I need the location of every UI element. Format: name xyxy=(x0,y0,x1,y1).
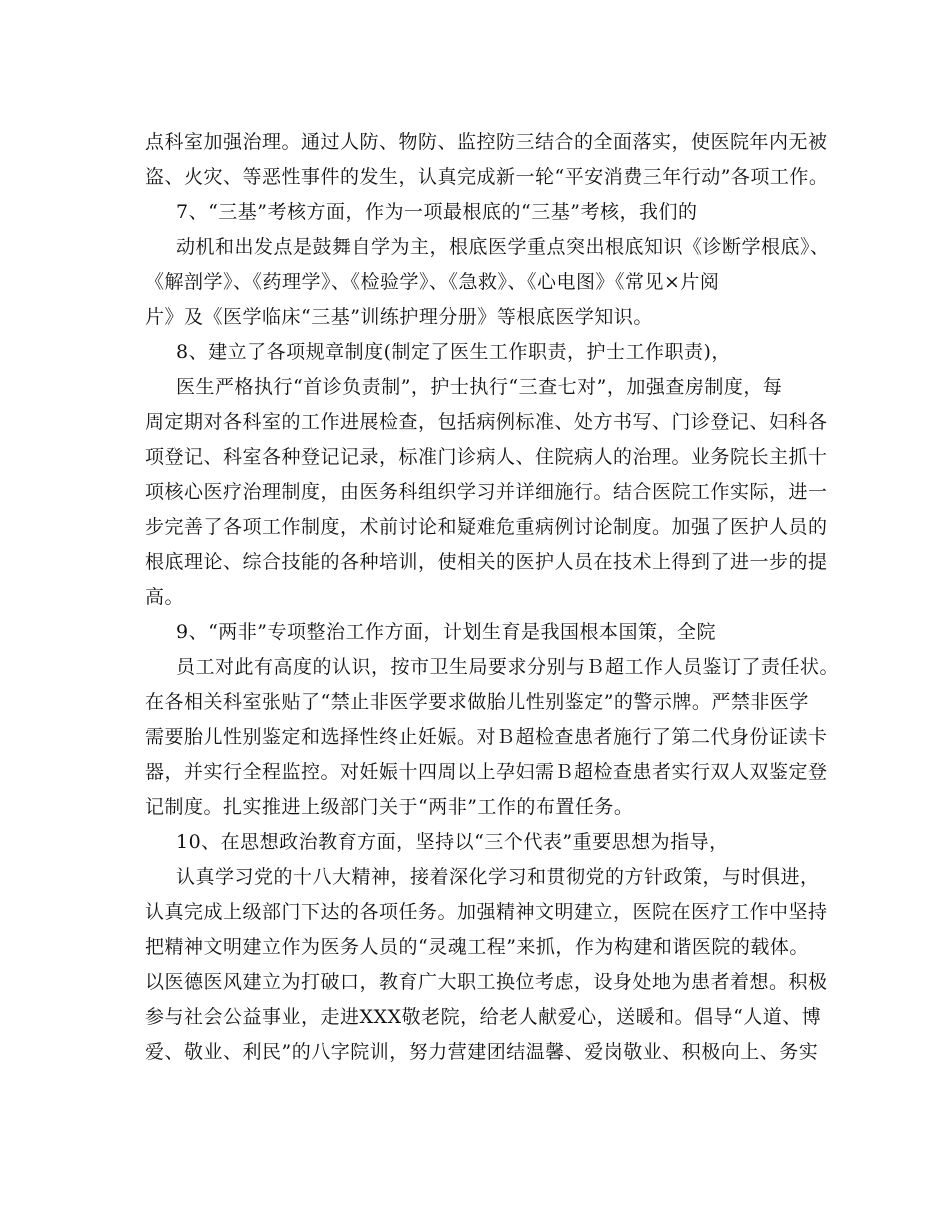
text-line: 片》及《医学临床“三基”训练护理分册》等根底医学知识。 xyxy=(145,306,653,328)
text-line: 认真完成上级部门下达的各项任务。加强精神文明建立，医院在医疗工作中坚持 xyxy=(145,901,828,923)
text-line: 7、“三基”考核方面，作为一项最根底的“三基”考核，我们的 xyxy=(176,201,698,223)
text-line: 参与社会公益事业，走进XXX敬老院，给老人献爱心，送暖和。倡导“人道、博 xyxy=(145,1006,822,1028)
text-line: 高。 xyxy=(145,586,185,608)
text-line: 点科室加强治理。通过人防、物防、监控防三结合的全面落实，使医院年内无被 xyxy=(145,131,828,153)
text-line: 认真学习党的十八大精神，接着深化学习和贯彻党的方针政策，与时俱进， xyxy=(176,866,820,888)
text-line: 周定期对各科室的工作进展检查，包括病例标准、处方书写、门诊登记、妇科各 xyxy=(145,411,828,433)
text-line: 医生严格执行“首诊负责制”，护士执行“三查七对”，加强查房制度，每 xyxy=(176,376,783,398)
text-line: 动机和出发点是鼓舞自学为主，根底医学重点突出根底知识《诊断学根底》、 xyxy=(176,236,830,258)
text-line: 需要胎儿性别鉴定和选择性终止妊娠。对Ｂ超检查患者施行了第二代身份证读卡 xyxy=(145,726,828,748)
text-line: 员工对此有高度的认识，按市卫生局要求分别与Ｂ超工作人员鉴订了责任状。 xyxy=(176,656,840,678)
text-line: 项登记、科室各种登记记录，标准门诊病人、住院病人的治理。业务院长主抓十 xyxy=(145,446,828,468)
text-line: 9、“两非”专项整治工作方面，计划生育是我国根本国策，全院 xyxy=(176,621,717,643)
text-line: 10、在思想政治教育方面，坚持以“三个代表”重要思想为指导， xyxy=(176,831,729,853)
text-line: 在各相关科室张贴了“禁止非医学要求做胎儿性别鉴定”的警示牌。严禁非医学 xyxy=(145,691,809,713)
text-line: 盗、火灾、等恶性事件的发生，认真完成新一轮“平安消费三年行动”各项工作。 xyxy=(145,166,829,188)
text-line: 项核心医疗治理制度，由医务科组织学习并详细施行。结合医院工作实际，进一 xyxy=(145,481,828,503)
text-line: 器，并实行全程监控。对妊娠十四周以上孕妇需Ｂ超检查患者实行双人双鉴定登 xyxy=(145,761,828,783)
text-line: 把精神文明建立作为医务人员的“灵魂工程”来抓，作为构建和谐医院的载体。 xyxy=(145,936,809,958)
text-line: 8、建立了各项规章制度(制定了医生工作职责，护士工作职责)， xyxy=(176,341,731,363)
text-line: 爱、敬业、利民”的八字院训，努力营建团结温馨、爱岗敬业、积极向上、务实 xyxy=(145,1041,819,1063)
text-line: 以医德医风建立为打破口，教育广大职工换位考虑，设身处地为患者着想。积极 xyxy=(145,971,828,993)
text-line: 记制度。扎实推进上级部门关于“两非”工作的布置任务。 xyxy=(145,796,634,818)
text-line: 步完善了各项工作制度，术前讨论和疑难危重病例讨论制度。加强了医护人员的 xyxy=(145,516,828,538)
text-line: 《解剖学》、《药理学》、《检验学》、《急救》、《心电图》《常见×片阅 xyxy=(145,271,720,293)
text-line: 根底理论、综合技能的各种培训，使相关的医护人员在技术上得到了进一步的提 xyxy=(145,551,828,573)
